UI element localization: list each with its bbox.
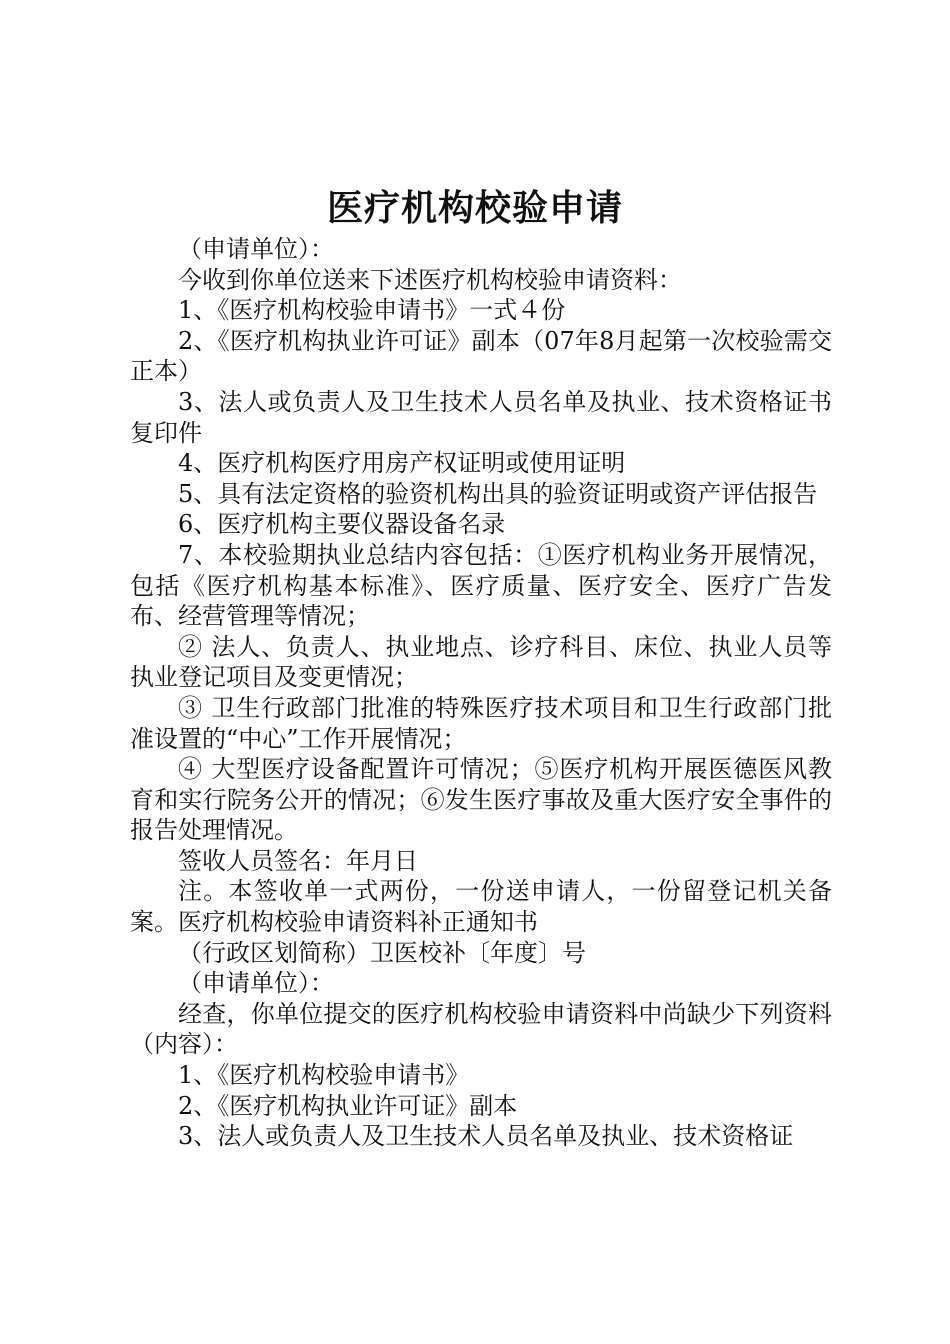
document-title: 医疗机构校验申请 bbox=[326, 187, 623, 229]
paragraph: 2、《医疗机构执业许可证》副本 bbox=[178, 1091, 518, 1120]
paragraph: （申请单位）： bbox=[178, 235, 334, 263]
paragraph: 7、本校验期执业总结内容包括：①医疗机构业务开展情况，包括《医疗机构基本标准》、医疗质量、医疗安全、医疗广告发布、经营管理等情况； bbox=[130, 540, 832, 631]
paragraph: 注。本签收单一式两份，一份送申请人，一份留登记机关备案。医疗机构校验申请资料补正通知书 bbox=[130, 877, 832, 937]
paragraph: （申请单位）： bbox=[178, 969, 334, 998]
paragraph: 6、医疗机构主要仪器设备名录 bbox=[178, 510, 506, 539]
paragraph: 3、法人或负责人及卫生技术人员名单及执业、技术资格证书复印件 bbox=[130, 387, 832, 447]
document-body bbox=[130, 234, 832, 1152]
paragraph: 3、法人或负责人及卫生技术人员名单及执业、技术资格证 bbox=[178, 1122, 794, 1151]
paragraph: 签收人员签名：年月日 bbox=[178, 846, 418, 875]
paragraph: 今收到你单位送来下述医疗机构校验申请资料： bbox=[178, 265, 682, 294]
paragraph: ③ 卫生行政部门批准的特殊医疗技术项目和卫生行政部门批准设置的“中心”工作开展情况； bbox=[130, 693, 832, 753]
paragraph: 1、《医疗机构校验申请书》 bbox=[178, 1061, 470, 1090]
paragraph: 经查，你单位提交的医疗机构校验申请资料中尚缺少下列资料（内容）： bbox=[130, 999, 832, 1059]
paragraph: （行政区划简称）卫医校补〔年度〕号 bbox=[178, 938, 586, 967]
paragraph: 2、《医疗机构执业许可证》副本（07年8月起第一次校验需交正本） bbox=[130, 326, 832, 386]
paragraph: 4、医疗机构医疗用房产权证明或使用证明 bbox=[178, 449, 626, 478]
paragraph: 5、具有法定资格的验资机构出具的验资证明或资产评估报告 bbox=[178, 479, 818, 508]
paragraph: ④ 大型医疗设备配置许可情况；⑤医疗机构开展医德医风教育和实行院务公开的情况；⑥发生医疗事故及重大医疗安全事件的报告处理情况。 bbox=[130, 755, 832, 845]
paragraph: 1、《医疗机构校验申请书》一式４份 bbox=[178, 296, 566, 325]
paragraph: ② 法人、负责人、执业地点、诊疗科目、床位、执业人员等执业登记项目及变更情况； bbox=[130, 632, 832, 692]
